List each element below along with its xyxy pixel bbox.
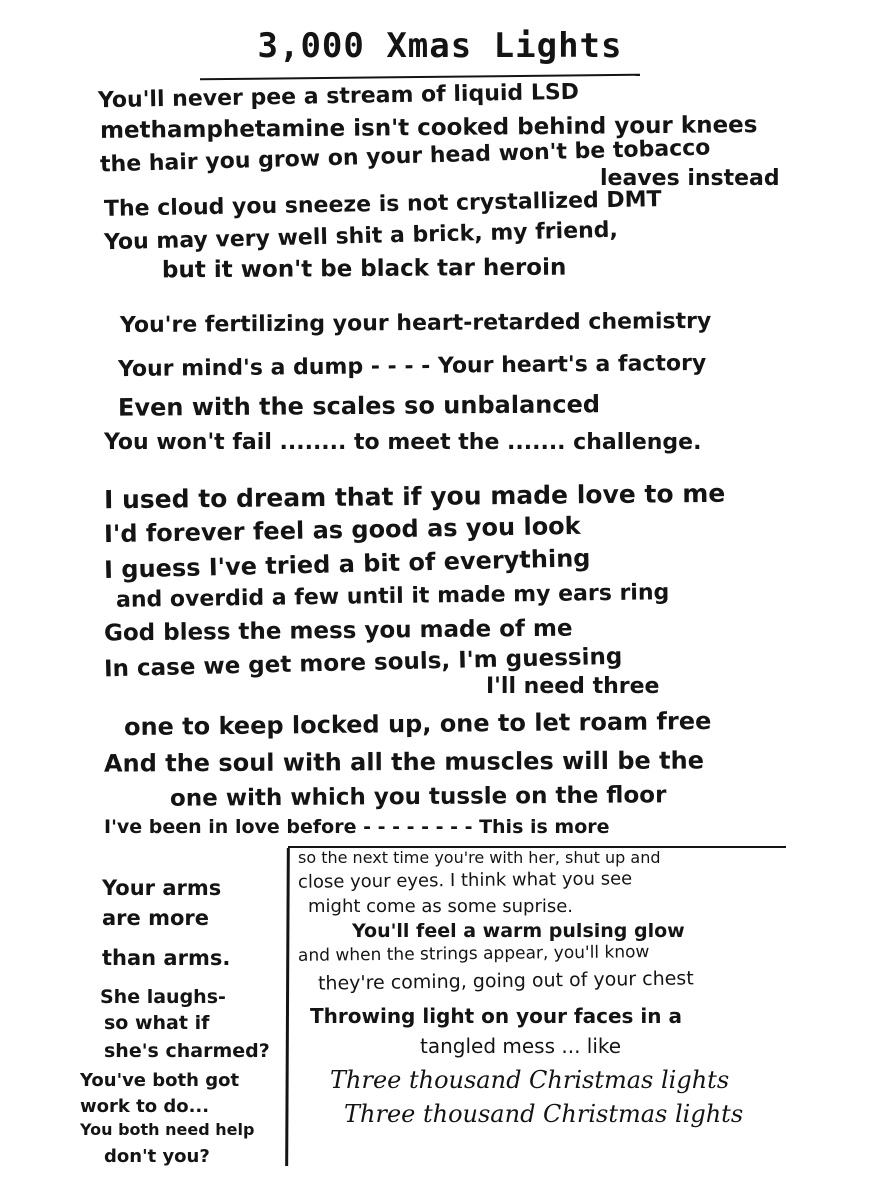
boxed-line: tangled mess ... like: [420, 1034, 622, 1058]
side-note-line: Your arms: [102, 876, 222, 900]
lyric-line: one to keep locked up, one to let roam free: [123, 706, 712, 742]
lyric-line: The cloud you sneeze is not crystallized DMT: [103, 187, 662, 222]
boxed-line: might come as some suprise.: [308, 896, 574, 917]
lyric-line: And the soul with all the muscles will be the: [103, 746, 705, 778]
boxed-line: Three thousand Christmas lights: [330, 1066, 730, 1094]
boxed-line: Throwing light on your faces in a: [310, 1004, 682, 1028]
side-note-line: You've both got: [80, 1070, 240, 1091]
lyric-line: You're fertilizing your heart-retarded chemistry: [119, 308, 712, 339]
boxed-line: Three thousand Christmas lights: [344, 1100, 744, 1128]
page-title: 3,000 Xmas Lights: [257, 26, 623, 66]
lyric-line: Even with the scales so unbalanced: [117, 390, 601, 422]
lyric-line: I'd forever feel as good as you look: [103, 511, 581, 549]
side-note-line: she's charmed?: [104, 1040, 270, 1062]
lyric-line: You won't fail ........ to meet the ....... challenge.: [104, 430, 702, 455]
lyric-line: You may very well shit a brick, my friend,: [103, 217, 619, 256]
boxed-line: close your eyes. I think what you see: [297, 868, 633, 893]
lyric-line: methamphetamine isn't cooked behind your knees: [99, 112, 758, 144]
side-note-line: are more: [102, 906, 209, 930]
lyric-line: and overdid a few until it made my ears ring: [115, 580, 670, 613]
lyric-line: God bless the mess you made of me: [103, 615, 573, 647]
lyric-line: In case we get more souls, I'm guessing: [103, 643, 623, 683]
lyric-line: I've been in love before - - - - - - - - This is more: [104, 816, 610, 838]
boxed-line: they're coming, going out of your chest: [317, 967, 694, 995]
lyric-line: the hair you grow on your head won't be tobacco: [99, 135, 711, 178]
boxed-line: You'll feel a warm pulsing glow: [352, 920, 685, 942]
lyric-line: but it won't be black tar heroin: [161, 254, 567, 284]
lyric-line: You'll never pee a stream of liquid LSD: [97, 79, 580, 114]
side-note-line: don't you?: [104, 1146, 210, 1167]
boxed-line: so the next time you're with her, shut up and: [298, 848, 661, 867]
side-note-line: She laughs-: [100, 986, 226, 1008]
lyric-line: I guess I've tried a bit of everything: [103, 544, 591, 584]
boxed-line: and when the strings appear, you'll know: [297, 942, 650, 966]
side-note-line: than arms.: [102, 946, 231, 970]
side-note-line: so what if: [104, 1012, 210, 1034]
lyric-line: leaves instead: [600, 166, 780, 191]
lyric-line: I used to dream that if you made love to me: [103, 478, 726, 515]
box-left-border: [285, 848, 290, 1166]
side-note-line: work to do...: [80, 1096, 210, 1117]
lyric-line: one with which you tussle on the floor: [169, 782, 667, 812]
lyric-line: Your mind's a dump - - - - Your heart's a factory: [117, 350, 707, 383]
lyric-line: I'll need three: [486, 674, 660, 699]
side-note-line: You both need help: [80, 1120, 255, 1139]
